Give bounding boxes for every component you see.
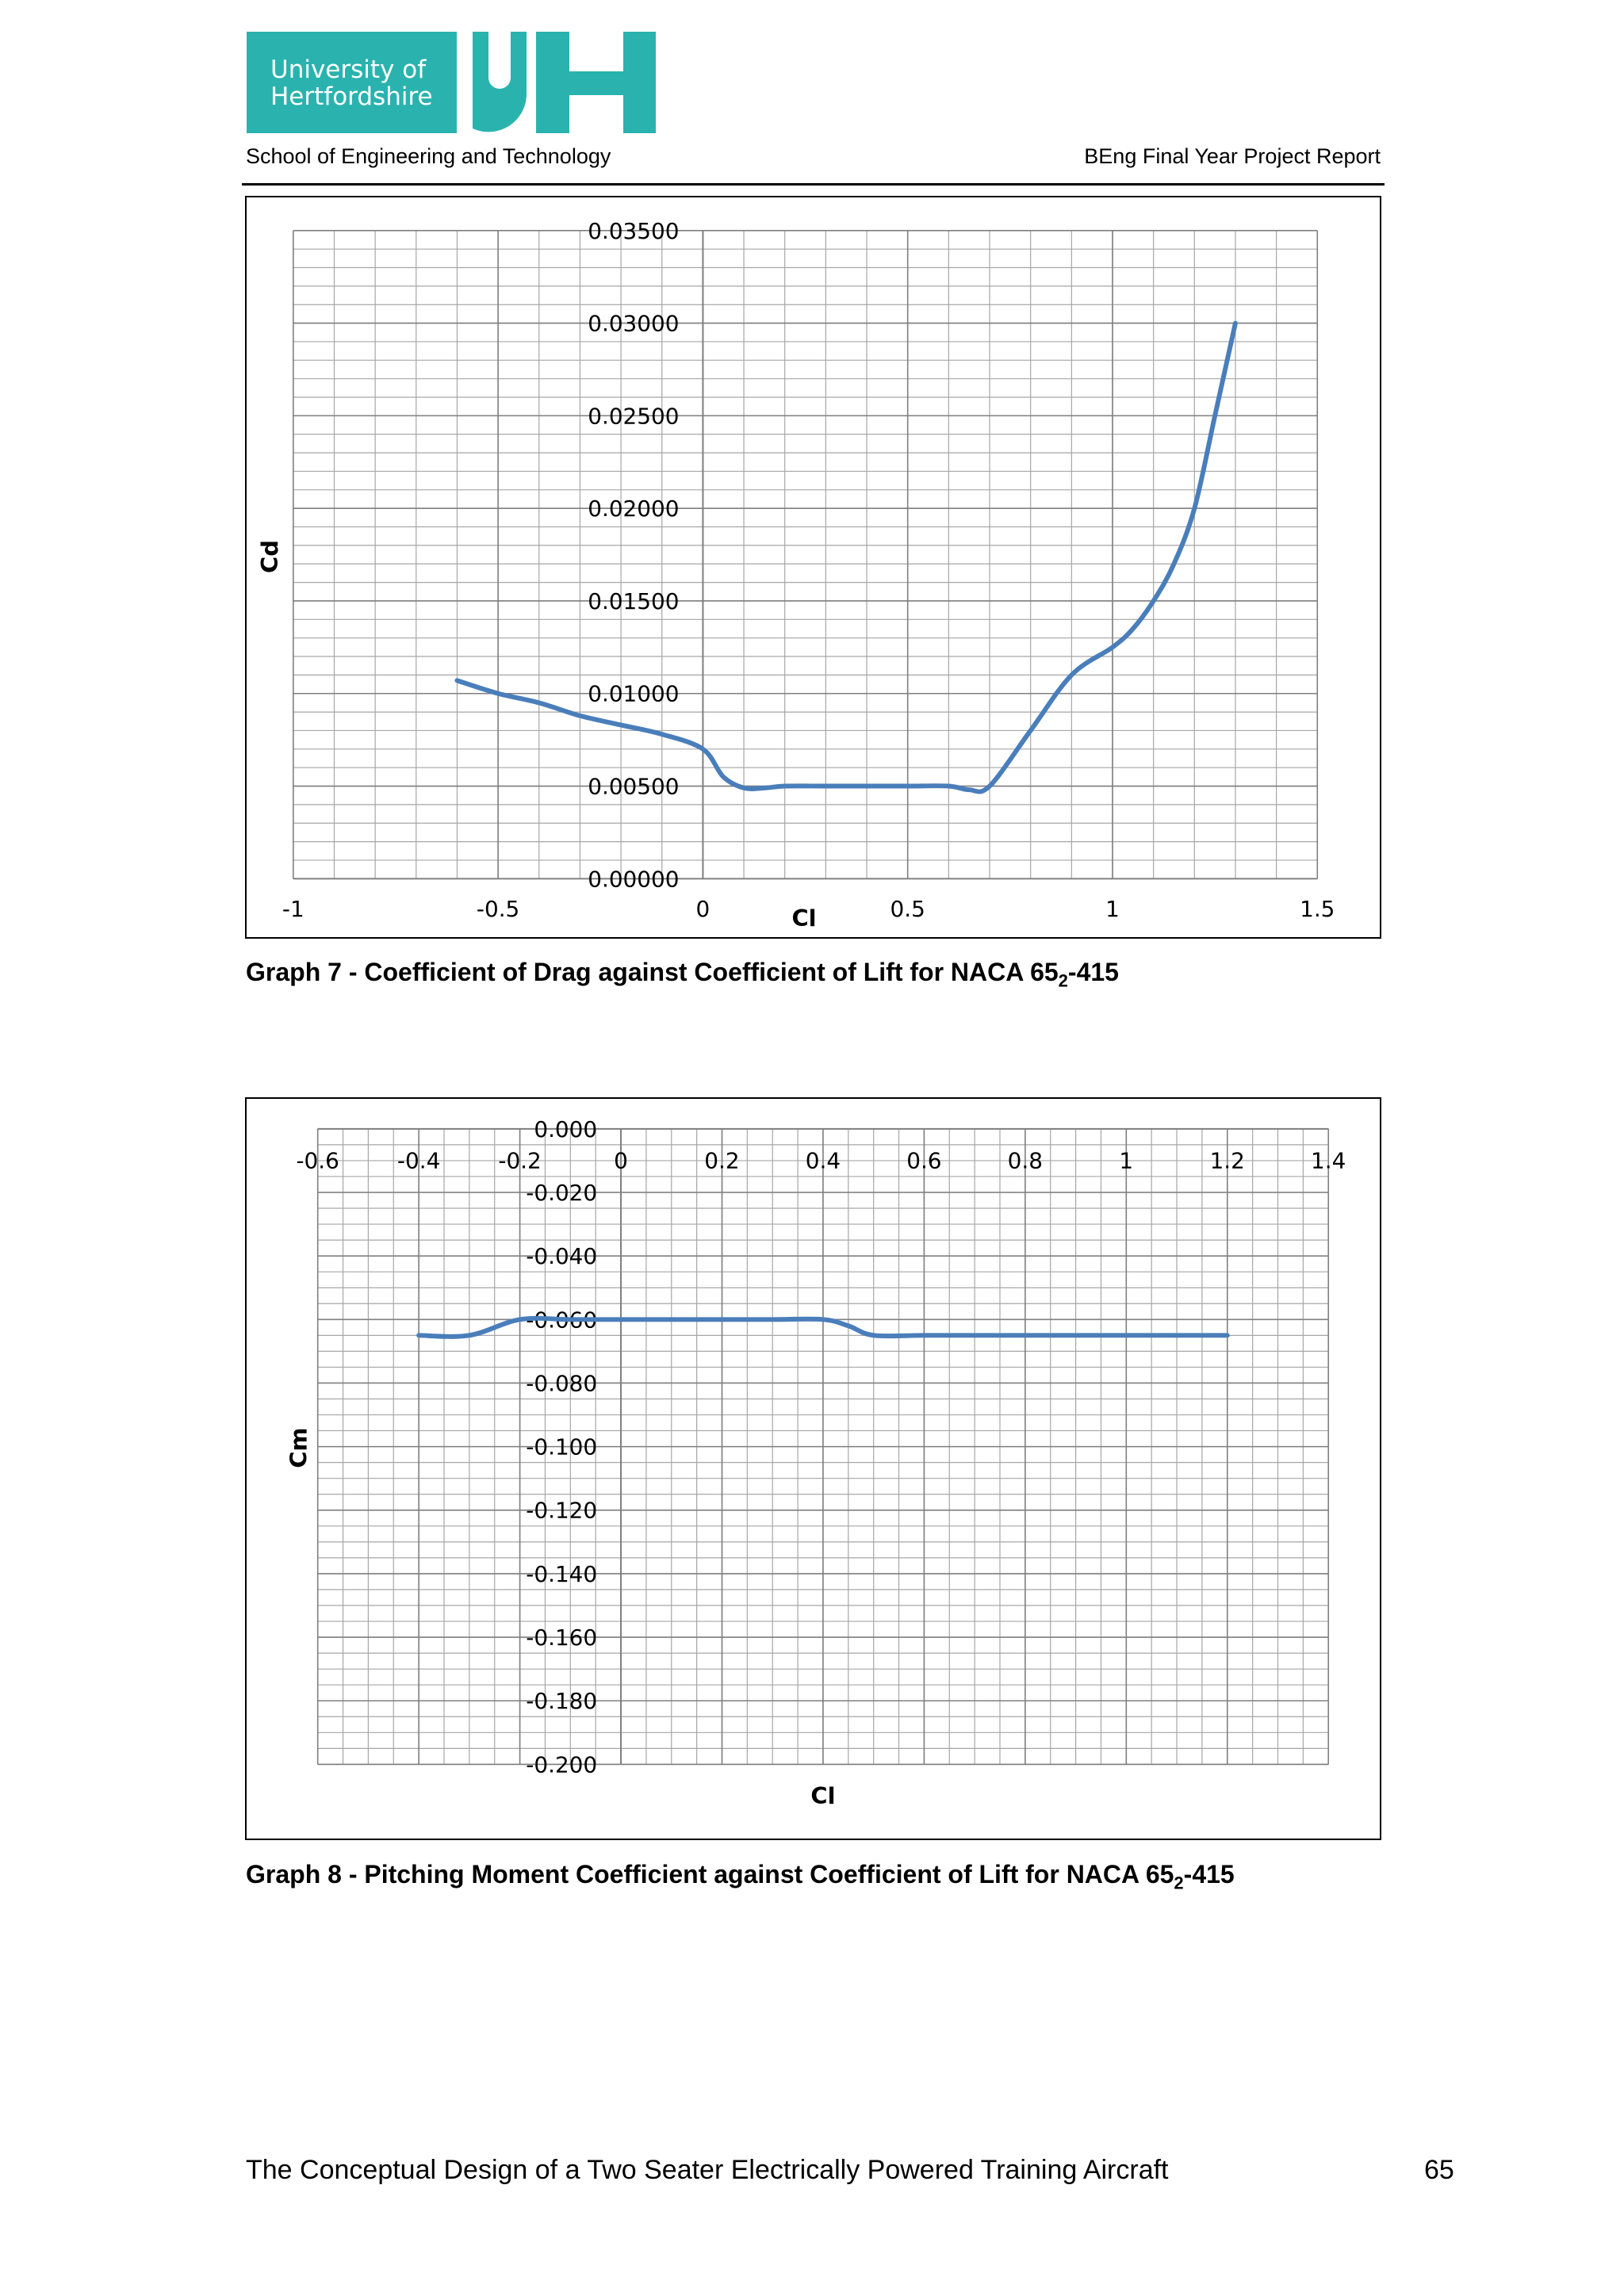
y-tick-label: -0.100 [526,1433,598,1460]
header-report-title: BEng Final Year Project Report [1084,144,1381,168]
x-tick-label: 1 [1105,896,1120,923]
y-tick-label: -0.040 [526,1243,598,1270]
page-number: 65 [1424,2155,1454,2185]
y-axis-title: Cd [255,540,283,573]
y-tick-label: 0.00000 [588,866,680,893]
header-school: School of Engineering and Technology [246,144,611,168]
logo-letter-u [473,32,527,132]
x-tick-label: 1 [1119,1147,1134,1174]
x-tick-label: -0.6 [296,1147,339,1174]
y-tick-label: -0.160 [526,1624,598,1651]
y-tick-label: -0.180 [526,1688,598,1715]
y-tick-label: 0.03500 [588,217,680,244]
y-tick-label: -0.060 [526,1307,598,1334]
x-tick-label: 0 [695,896,710,923]
logo-letter-h [536,32,656,133]
x-tick-label: -0.2 [498,1147,542,1174]
x-tick-label: 0 [614,1147,628,1174]
y-tick-label: 0.01000 [588,680,680,707]
x-tick-label: -1 [282,896,304,923]
y-tick-label: -0.020 [526,1179,598,1206]
caption-graph7-subscript: 2 [1058,970,1068,991]
y-tick-label: 0.02500 [588,403,680,430]
x-axis-title: Cl [791,905,817,932]
y-tick-label: -0.080 [526,1370,598,1397]
y-tick-label: -0.140 [526,1560,598,1587]
y-tick-label: 0.000 [534,1115,598,1142]
x-tick-label: 0.4 [805,1147,841,1174]
y-tick-label: 0.02000 [588,496,680,522]
caption-graph7 [246,958,1119,991]
x-tick-label: 1.5 [1300,896,1335,923]
x-tick-label: 0.6 [906,1147,942,1174]
series-line [457,323,1235,792]
chart-cm-vs-cl-plot [247,1099,1380,1839]
caption-graph8-suffix: -415 [1183,1860,1235,1888]
x-tick-label: 0.2 [704,1147,740,1174]
y-tick-label: 0.00500 [588,773,680,800]
y-axis-title: Cm [285,1427,312,1468]
chart-cd-vs-cl-plot [247,197,1380,937]
caption-graph8-text: Graph 8 - Pitching Moment Coefficient against Coefficient of Lift for NACA 65 [246,1860,1174,1888]
x-axis-title: Cl [810,1782,836,1810]
x-tick-label: 0.8 [1007,1147,1044,1174]
x-tick-label: -0.5 [476,896,520,923]
logo-line1: University of [270,55,427,84]
caption-graph7-suffix: -415 [1067,958,1119,986]
chart-cd-vs-cl [245,196,1381,939]
chart-cm-vs-cl [245,1097,1381,1840]
footer-title: The Conceptual Design of a Two Seater Electrically Powered Training Aircraft [246,2155,1169,2185]
logo-line2: Hertfordshire [270,82,433,111]
caption-graph8 [246,1860,1235,1893]
y-tick-label: -0.200 [526,1751,598,1778]
header-divider [242,183,1385,186]
caption-graph7-text: Graph 7 - Coefficient of Drag against Coefficient of Lift for NACA 65 [246,958,1059,986]
x-tick-label: 1.2 [1209,1147,1245,1174]
y-tick-label: -0.120 [526,1497,598,1524]
x-tick-label: 0.5 [890,896,925,923]
y-tick-label: 0.01500 [588,587,680,614]
caption-graph8-subscript: 2 [1174,1873,1184,1893]
x-tick-label: 1.4 [1311,1147,1346,1174]
university-logo [247,32,656,133]
y-tick-label: 0.03000 [588,310,680,337]
x-tick-label: -0.4 [396,1147,441,1174]
